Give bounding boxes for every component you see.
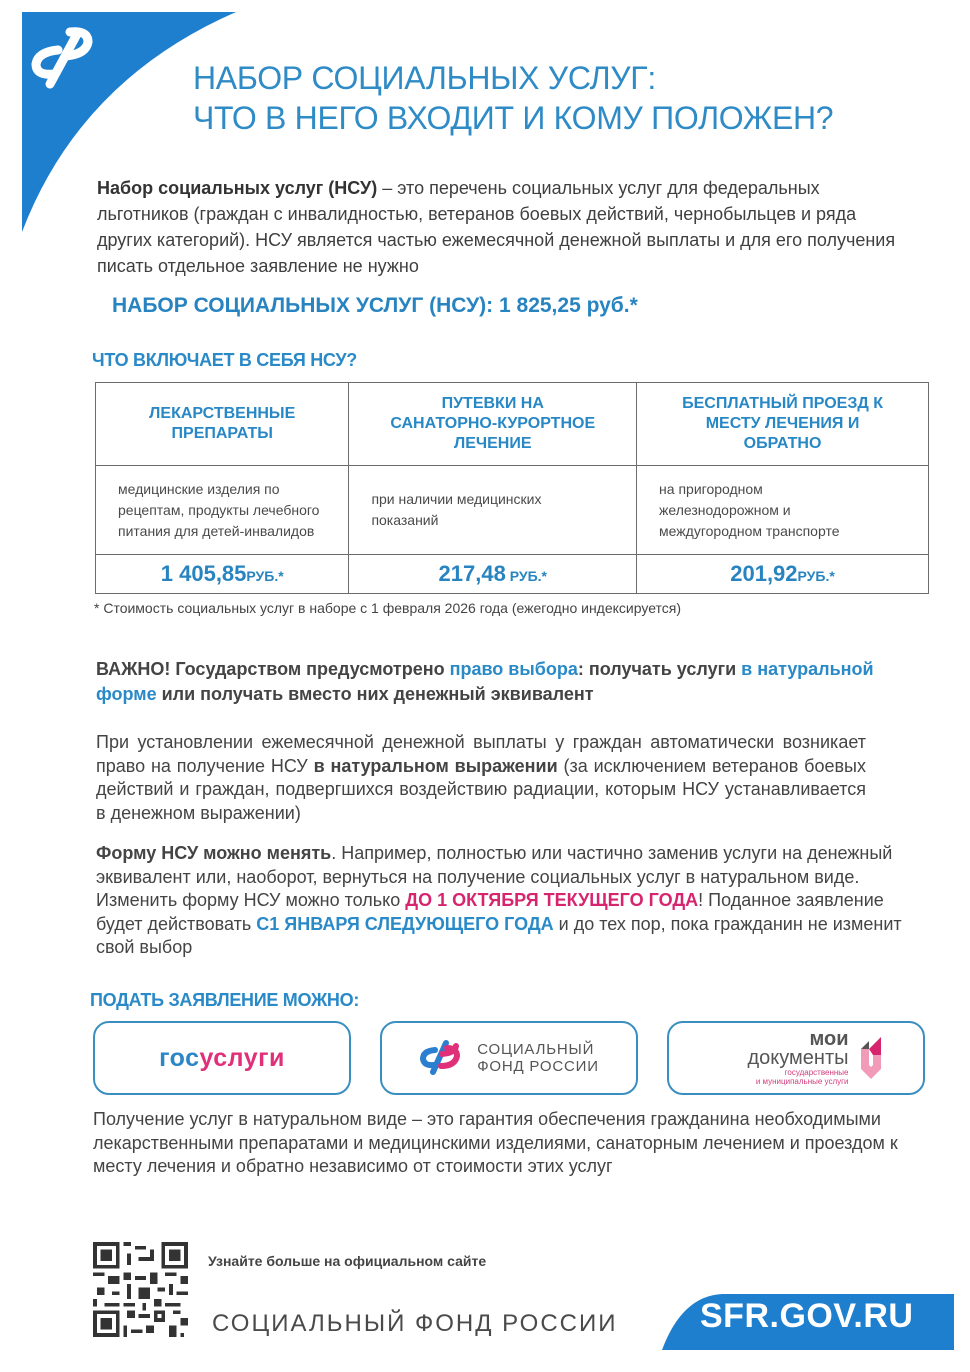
intro-text: – это перечень социальных услуг для федеральных льготников (граждан с инвалидностью, ветеранов боевых действий, чернобыльцев и ряда других категорий). НСУ является частью ежемесячной денежной выплаты и для его получения писать отдельное заявление не нужно [97, 178, 896, 276]
paragraph-text: ! Поданное заявление будет действовать [96, 890, 884, 934]
table-price-cell [96, 555, 349, 594]
md-sub2: и муниципальные услуги [755, 1077, 849, 1086]
sfr-name-line2: ФОНД РОССИИ [477, 1058, 599, 1075]
moi-dokumenty-option[interactable] [667, 1021, 925, 1095]
paragraph-text: (за исключением ветеранов боевых действий и граждан, подвергшихся воздействию радиации, которым НСУ устанавливается в денежном выражении) [96, 755, 866, 823]
md-line1: мои [809, 1028, 849, 1050]
page-title [193, 58, 833, 138]
table-desc-cell: на пригородном железнодорожном и междугородном транспорте [637, 466, 929, 555]
paragraph-guarantee: Получение услуг в натуральном виде – это гарантия обеспечения гражданина необходимыми лекарственными препаратами и медицинскими изделиями, санаторным лечением и проездом к месту лечения и обратно независимо от стоимости этих услуг [93, 1109, 898, 1176]
highlight-choice: право выбора [449, 659, 578, 679]
qr-code-icon[interactable] [93, 1242, 188, 1337]
highlight-natural-form: в натуральной форме [96, 659, 874, 704]
sfr-name-line1: СОЦИАЛЬНЫЙ [477, 1041, 595, 1058]
title-line-2: ЧТО В НЕГО ВХОДИТ И КОМУ ПОЛОЖЕН? [193, 100, 834, 136]
apply-heading: ПОДАТЬ ЗАЯВЛЕНИЕ МОЖНО: [90, 990, 360, 1010]
intro-term: Набор социальных услуг (НСУ) [97, 178, 378, 198]
important-text: : получать услуги [577, 659, 742, 679]
includes-heading: ЧТО ВКЛЮЧАЕТ В СЕБЯ НСУ? [92, 350, 357, 370]
moi-dokumenty-logo-icon [855, 1033, 885, 1083]
md-line2: документы [747, 1047, 849, 1069]
table-price-cell [637, 555, 929, 594]
effective-date-highlight: С1 ЯНВАРЯ СЛЕДУЮЩЕГО ГОДА [256, 913, 554, 934]
services-table [95, 382, 929, 594]
sfr-logo-icon [419, 1040, 461, 1076]
table-header-row [96, 383, 929, 466]
learn-more-text: Узнайте больше на официальном сайте [208, 1253, 487, 1269]
price-unit: РУБ.* [505, 568, 547, 584]
table-description-row [96, 466, 929, 555]
price-unit: РУБ.* [797, 568, 835, 584]
paragraph-text: При установлении ежемесячной денежной выплаты у граждан автоматически возникает право на получение НСУ [96, 732, 866, 776]
intro-paragraph [97, 175, 907, 279]
paragraph-change-form [96, 842, 911, 960]
md-sub1: государственные [784, 1068, 849, 1077]
table-desc-cell: медицинские изделия по рецептам, продукты лечебного питания для детей-инвалидов [96, 466, 349, 555]
important-notice [96, 657, 926, 707]
deadline-highlight: ДО 1 ОКТЯБРЯ ТЕКУЩЕГО ГОДА [405, 890, 699, 910]
table-header-cell: ПУТЕВКИ НА САНАТОРНО-КУРОРТНОЕ ЛЕЧЕНИЕ [349, 383, 637, 466]
price-footnote: * Стоимость социальных услуг в наборе с 1 февраля 2026 года (ежегодно индексируется) [94, 600, 682, 616]
price-unit: РУБ.* [246, 568, 284, 584]
gosuslugi-option[interactable] [93, 1021, 351, 1095]
table-header-cell: ЛЕКАРСТВЕННЫЕ ПРЕПАРАТЫ [96, 383, 349, 466]
important-text: ВАЖНО! Государством предусмотрено [96, 659, 450, 679]
price-amount: 217,48 [438, 561, 506, 586]
price-amount: 1 405,85 [160, 561, 247, 586]
paragraph-text: и до тех пор, пока гражданин не изменит свой выбор [96, 913, 902, 957]
price-amount: 201,92 [730, 561, 798, 586]
paragraph-auto-right [96, 731, 866, 825]
gosuslugi-logo-part2: услуги [199, 1043, 285, 1072]
table-desc-cell: при наличии медицинских показаний [349, 466, 637, 555]
gosuslugi-logo-part1: гос [159, 1043, 200, 1072]
paragraph-text: . Например, полностью или частично заменив услуги на денежный эквивалент или, наоборот, вернуться на получение социальных услуг в натуральном виде. Изменить форму НСУ можно только [96, 843, 893, 910]
nsu-total: НАБОР СОЦИАЛЬНЫХ УСЛУГ (НСУ): 1 825,25 руб.* [112, 294, 638, 317]
paragraph-bold: Форму НСУ можно менять [96, 843, 332, 863]
table-header-cell: БЕСПЛАТНЫЙ ПРОЕЗД К МЕСТУ ЛЕЧЕНИЯ И ОБРАТНО [637, 383, 929, 466]
title-line-1: НАБОР СОЦИАЛЬНЫХ УСЛУГ: [193, 60, 656, 96]
paragraph-bold: в натуральном выражении [313, 755, 558, 776]
fund-name: СОЦИАЛЬНЫЙ ФОНД РОССИИ [212, 1310, 618, 1337]
table-price-cell [349, 555, 637, 594]
website-link[interactable]: SFR.GOV.RU [700, 1297, 914, 1335]
sfr-option[interactable] [380, 1021, 638, 1095]
important-text: или получать вместо них денежный эквивалент [156, 684, 594, 704]
table-price-row [96, 555, 929, 594]
gosuslugi-logo [159, 1044, 285, 1073]
